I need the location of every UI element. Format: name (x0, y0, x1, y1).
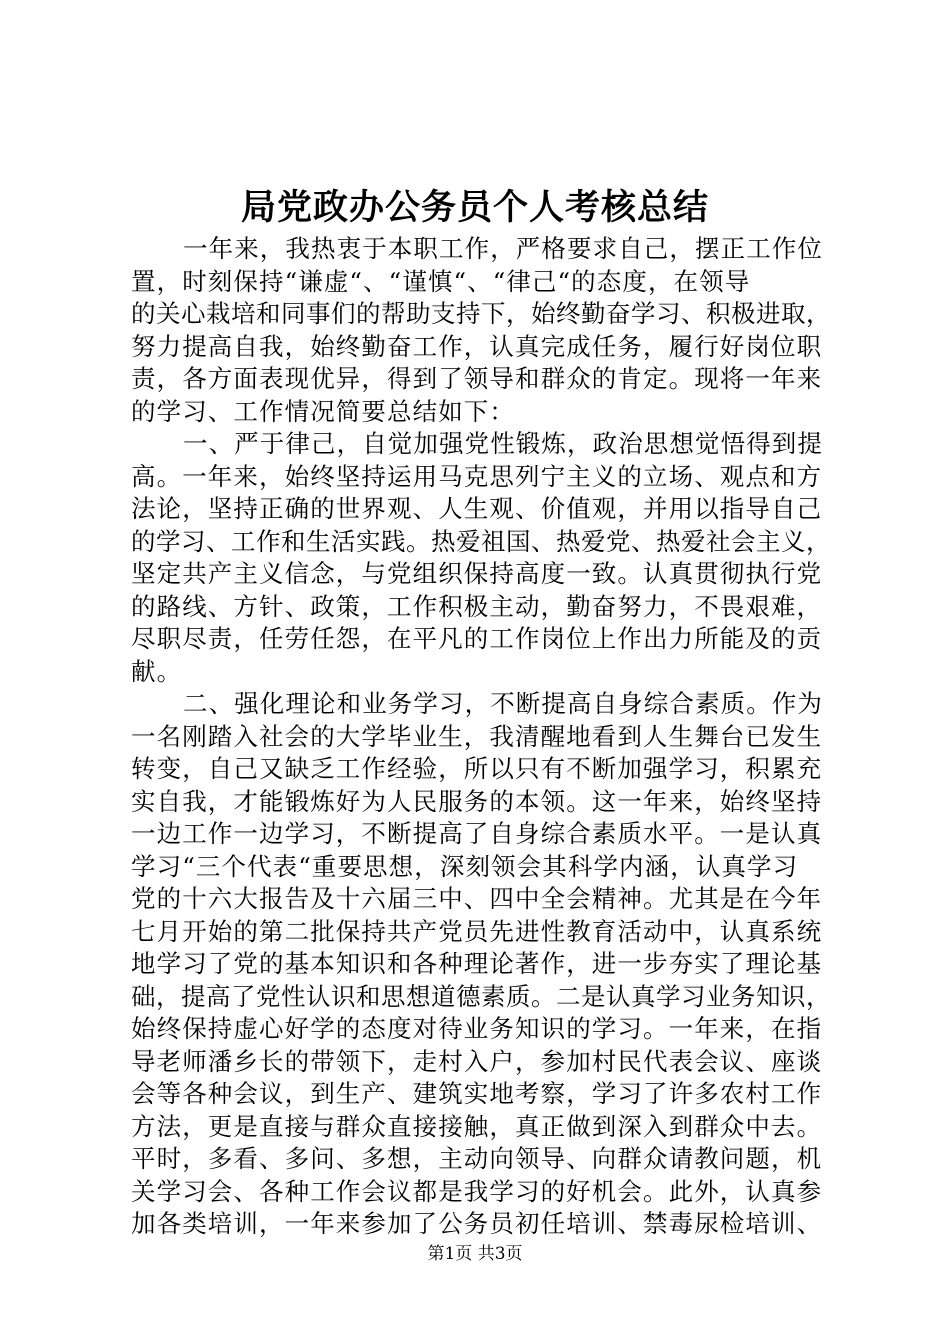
text-line: 七月开始的第二批保持共产党员先进性教育活动中，认真系统 (131, 916, 823, 946)
text-line: 方法，更是直接与群众直接接触，真正做到深入到群众中去。 (131, 1111, 823, 1141)
paragraph-first-line: 一、严于律己，自觉加强党性锻炼，政治思想觉悟得到提 (183, 429, 823, 458)
text-line: 一边工作一边学习，不断提高了自身综合素质水平。一是认真 (131, 819, 823, 848)
text-line: 关学习会、各种工作会议都是我学习的好机会。此外，认真参 (131, 1176, 823, 1206)
text-line: 加各类培训，一年来参加了公务员初任培训、禁毒尿检培训、 (131, 1209, 823, 1238)
text-line: 的关心栽培和同事们的帮助支持下，始终勤奋学习、积极进取， (131, 299, 831, 328)
text-line: 高。一年来，始终坚持运用马克思列宁主义的立场、观点和方 (131, 461, 823, 491)
text-line: 会等各种会议，到生产、建筑实地考察，学习了许多农村工作 (131, 1079, 823, 1108)
text-line: 责，各方面表现优异，得到了领导和群众的肯定。现将一年来 (131, 364, 823, 393)
paragraph-first-line: 二、强化理论和业务学习，不断提高自身综合素质。作为 (183, 689, 823, 718)
text-line: 转变，自己又缺乏工作经验，所以只有不断加强学习，积累充 (131, 754, 823, 783)
text-line: 法论，坚持正确的世界观、人生观、价值观，并用以指导自己 (131, 494, 823, 523)
text-line: 学习“三个代表“重要思想，深刻领会其科学内涵，认真学习 (131, 851, 799, 881)
text-line: 坚定共产主义信念，与党组织保持高度一致。认真贯彻执行党 (131, 559, 823, 588)
text-line: 平时，多看、多问、多想，主动向领导、向群众请教问题，机 (131, 1144, 823, 1173)
document-title: 局党政办公务员个人考核总结 (240, 187, 709, 228)
text-line: 导老师潘乡长的带领下，走村入户，参加村民代表会议、座谈 (131, 1046, 823, 1076)
text-line: 献。 (131, 656, 183, 686)
text-line: 础，提高了党性认识和思想道德素质。二是认真学习业务知识， (131, 981, 831, 1011)
text-line: 置，时刻保持“谦虚“、“谨慎“、“律己“的态度，在领导 (131, 266, 751, 296)
page-footer: 第1页 共3页 (427, 1244, 523, 1264)
text-line: 的学习、工作情况简要总结如下： (131, 396, 515, 426)
text-line: 一名刚踏入社会的大学毕业生，我清醒地看到人生舞台已发生 (131, 721, 823, 751)
text-line: 的学习、工作和生活实践。热爱祖国、热爱党、热爱社会主义， (131, 526, 831, 556)
paragraph-first-line: 一年来，我热衷于本职工作，严格要求自己，摆正工作位 (183, 234, 823, 263)
text-line: 尽职尽责，任劳任怨，在平凡的工作岗位上作出力所能及的贡 (131, 624, 823, 653)
text-line: 努力提高自我，始终勤奋工作，认真完成任务，履行好岗位职 (131, 331, 823, 361)
text-line: 的路线、方针、政策，工作积极主动，勤奋努力，不畏艰难， (131, 591, 823, 621)
text-line: 始终保持虚心好学的态度对待业务知识的学习。一年来，在指 (131, 1014, 823, 1043)
text-line: 实自我，才能锻炼好为人民服务的本领。这一年来，始终坚持 (131, 786, 823, 816)
text-line: 地学习了党的基本知识和各种理论著作，进一步夯实了理论基 (131, 949, 823, 978)
text-line: 党的十六大报告及十六届三中、四中全会精神。尤其是在今年 (131, 884, 823, 913)
document-body (131, 233, 831, 1241)
